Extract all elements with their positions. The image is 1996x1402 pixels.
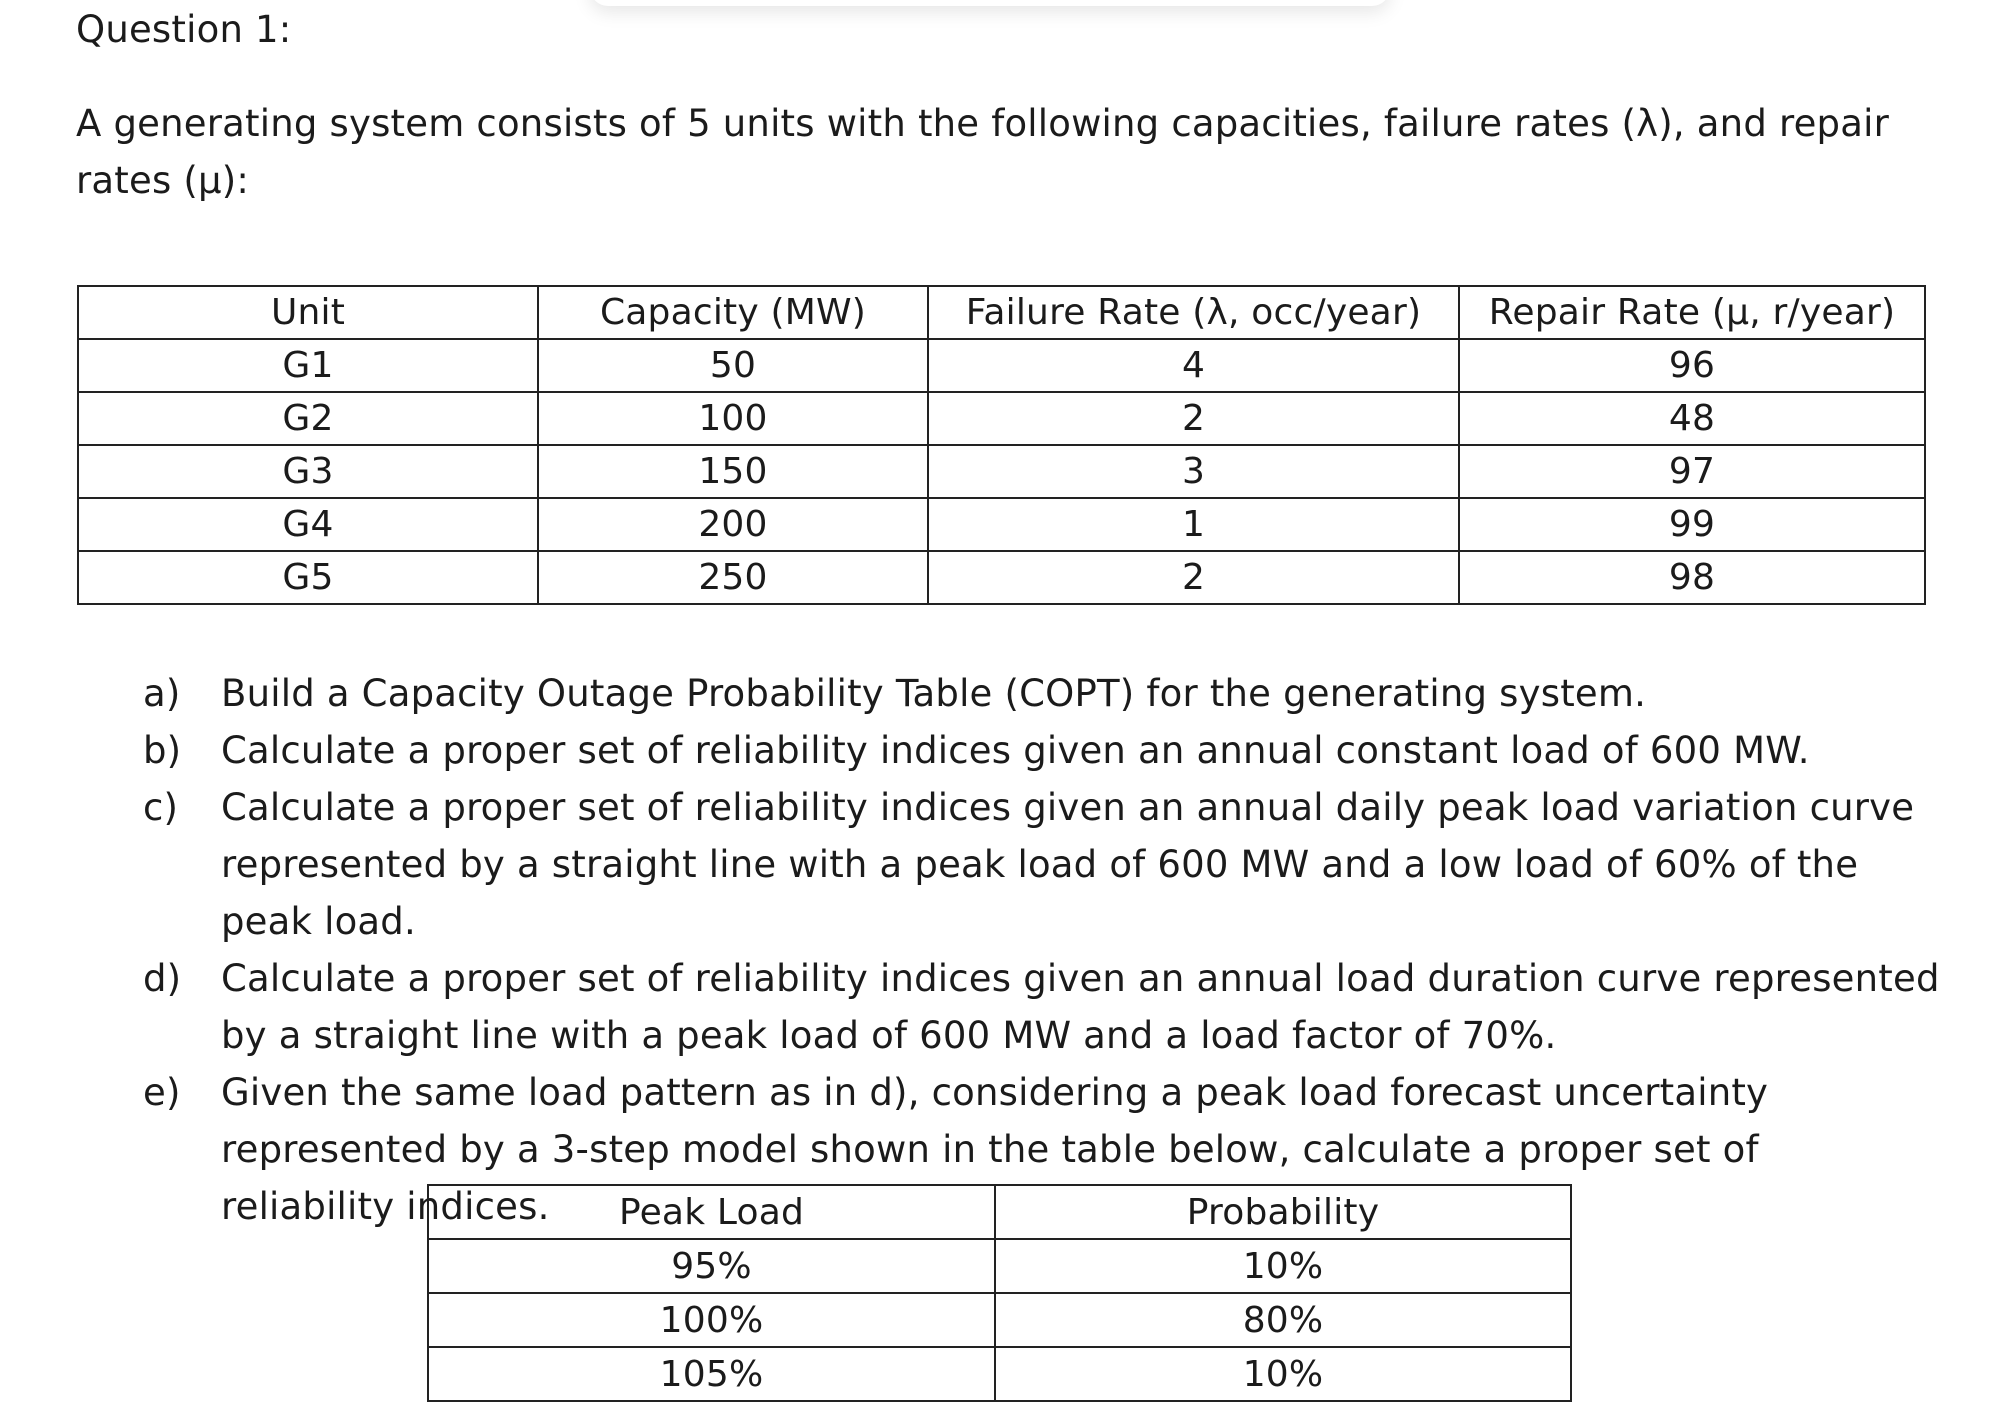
table-row bbox=[78, 392, 1925, 445]
table-row bbox=[428, 1239, 1571, 1293]
part-text: Calculate a proper set of reliability indices given an annual constant load of 600 MW. bbox=[221, 729, 1810, 772]
part-marker: c) bbox=[143, 786, 179, 829]
cell-repair-rate: 98 bbox=[1459, 551, 1925, 604]
cell-peak-load: 100% bbox=[428, 1293, 995, 1347]
table-header-row bbox=[78, 286, 1925, 339]
cell-repair-rate: 96 bbox=[1459, 339, 1925, 392]
part-marker: e) bbox=[143, 1071, 181, 1114]
cell-repair-rate: 99 bbox=[1459, 498, 1925, 551]
part-text: Calculate a proper set of reliability indices given an annual load duration curve represented by a straight line with a peak load of 600 MW and a load factor of 70%. bbox=[221, 957, 1940, 1057]
part-text: Given the same load pattern as in d), considering a peak load forecast uncertainty represented by a 3-step model shown in the table below, calculate a proper set of reliability indices. bbox=[221, 1071, 1769, 1228]
cell-capacity: 200 bbox=[538, 498, 928, 551]
table-row bbox=[78, 498, 1925, 551]
cell-probability: 10% bbox=[995, 1239, 1571, 1293]
cell-unit: G5 bbox=[78, 551, 538, 604]
cell-unit: G1 bbox=[78, 339, 538, 392]
cell-repair-rate: 48 bbox=[1459, 392, 1925, 445]
question-intro: A generating system consists of 5 units with the following capacities, failure rates (λ), and repair rates (μ): bbox=[76, 102, 1889, 202]
header-probability: Probability bbox=[995, 1185, 1571, 1239]
cell-unit: G2 bbox=[78, 392, 538, 445]
header-peak-load: Peak Load bbox=[428, 1185, 995, 1239]
header-capacity: Capacity (MW) bbox=[538, 286, 928, 339]
peak-load-forecast-table bbox=[427, 1184, 1572, 1402]
cell-failure-rate: 1 bbox=[928, 498, 1459, 551]
cell-failure-rate: 2 bbox=[928, 551, 1459, 604]
cell-failure-rate: 3 bbox=[928, 445, 1459, 498]
question-part-a bbox=[143, 665, 1943, 722]
cell-peak-load: 95% bbox=[428, 1239, 995, 1293]
question-title: Question 1: bbox=[76, 8, 292, 51]
cell-unit: G3 bbox=[78, 445, 538, 498]
cell-failure-rate: 4 bbox=[928, 339, 1459, 392]
part-marker: d) bbox=[143, 957, 182, 1000]
header-unit: Unit bbox=[78, 286, 538, 339]
cell-peak-load: 105% bbox=[428, 1347, 995, 1401]
table-row bbox=[78, 339, 1925, 392]
table-row bbox=[428, 1347, 1571, 1401]
header-repair-rate: Repair Rate (μ, r/year) bbox=[1459, 286, 1925, 339]
part-marker: b) bbox=[143, 729, 182, 772]
generating-units-table bbox=[77, 285, 1926, 605]
part-text: Calculate a proper set of reliability indices given an annual daily peak load variation curve represented by a straight line with a peak load of 600 MW and a low load of 60% of the peak load. bbox=[221, 786, 1915, 943]
top-shadow-decoration bbox=[590, 0, 1390, 6]
header-failure-rate: Failure Rate (λ, occ/year) bbox=[928, 286, 1459, 339]
cell-unit: G4 bbox=[78, 498, 538, 551]
cell-capacity: 250 bbox=[538, 551, 928, 604]
cell-probability: 10% bbox=[995, 1347, 1571, 1401]
question-part-d bbox=[143, 950, 1943, 1064]
table-row bbox=[78, 551, 1925, 604]
question-part-c bbox=[143, 779, 1943, 950]
cell-repair-rate: 97 bbox=[1459, 445, 1925, 498]
cell-capacity: 150 bbox=[538, 445, 928, 498]
table-row bbox=[428, 1293, 1571, 1347]
part-marker: a) bbox=[143, 672, 181, 715]
question-parts-list bbox=[143, 665, 1943, 1235]
part-text: Build a Capacity Outage Probability Table (COPT) for the generating system. bbox=[221, 672, 1647, 715]
cell-capacity: 100 bbox=[538, 392, 928, 445]
cell-failure-rate: 2 bbox=[928, 392, 1459, 445]
table-header-row bbox=[428, 1185, 1571, 1239]
question-part-b bbox=[143, 722, 1943, 779]
cell-probability: 80% bbox=[995, 1293, 1571, 1347]
cell-capacity: 50 bbox=[538, 339, 928, 392]
table-row bbox=[78, 445, 1925, 498]
